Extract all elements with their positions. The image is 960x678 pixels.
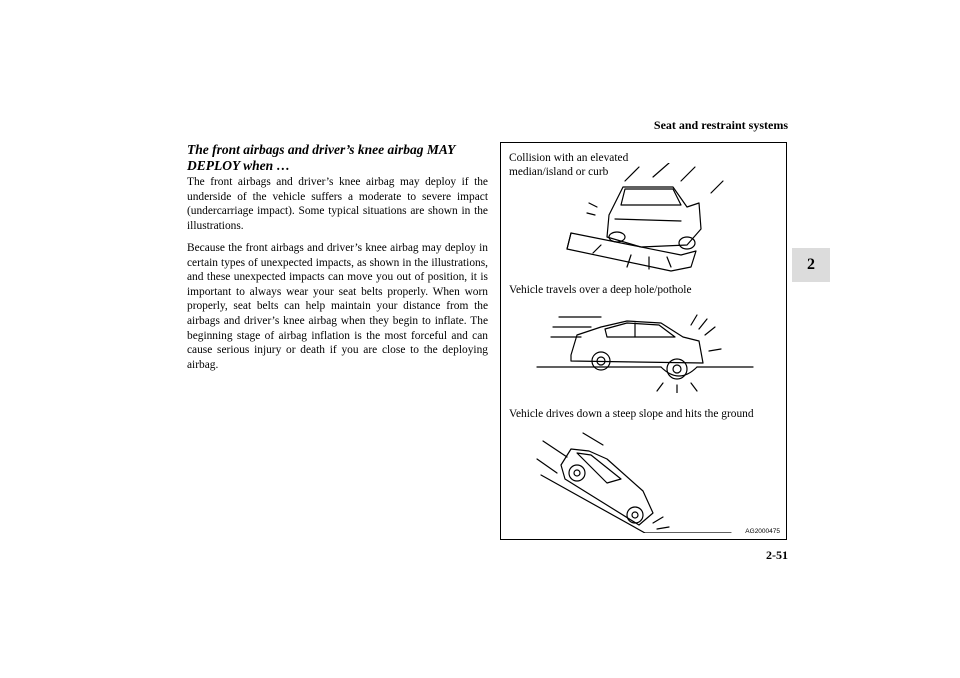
running-header: Seat and restraint systems [653,118,788,132]
caption-steep-slope: Vehicle drives down a steep slope and hits the ground [509,408,754,420]
caption-curb-collision: Collision with an elevated median/island or curb [509,152,629,178]
curb-collision-illustration [561,163,741,281]
section-heading: The front airbags and driver’s knee airbag MAY DEPLOY when … [187,142,455,173]
pothole-illustration [531,311,761,393]
illustration-figure [500,142,787,540]
body-paragraph-1: The front airbags and driver’s knee airbag may deploy if the underside of the vehicle suffers a moderate to severe impact (undercarriage impact). Some typical situations are shown in the illustrations. [187,176,488,232]
chapter-tab: 2 [792,248,830,282]
figure-code: AG2000475 [745,528,780,535]
body-paragraph-2: Because the front airbags and driver’s knee airbag may deploy in certain types of unexpected impacts, as shown in the illustrations, and these unexpected impacts can move you out of position, it is important to always wear your seat belts properly. When worn properly, seat belts can help maintain your distance from the airbags and driver’s knee airbag when they begin to inflate. The beginning stage of airbag inflation is the most forceful and can cause serious injury or death if you are close to the deploying airbag. [187,242,488,371]
steep-slope-illustration [531,429,741,533]
caption-pothole: Vehicle travels over a deep hole/pothole [509,284,692,296]
page-number: 2-51 [766,548,788,562]
